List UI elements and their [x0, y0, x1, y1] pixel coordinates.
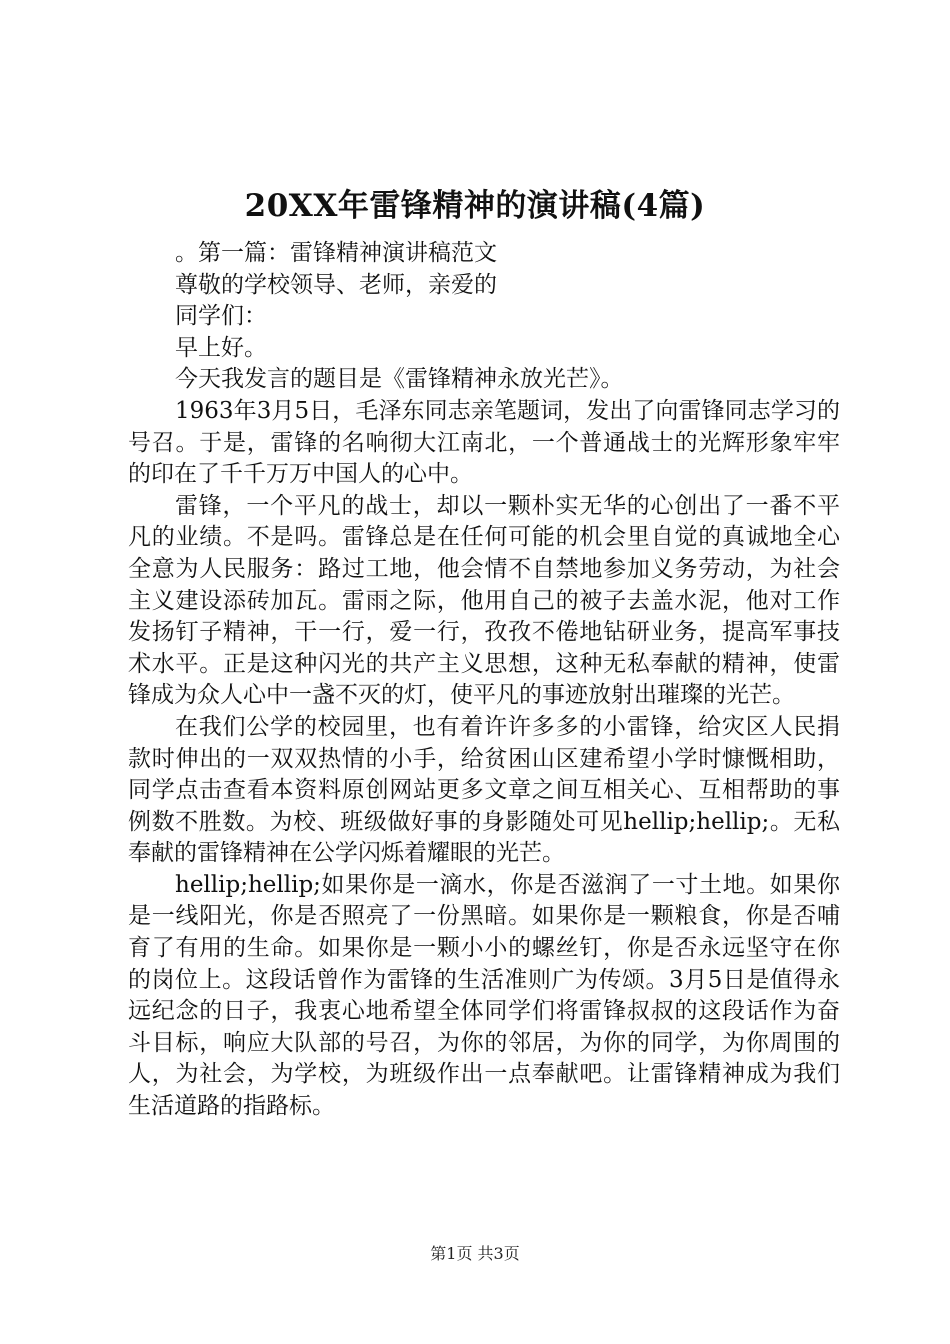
paragraph-section-heading: 。第一篇：雷锋精神演讲稿范文	[175, 240, 497, 266]
document-title: 20XX年雷锋精神的演讲稿(4篇)	[244, 188, 706, 224]
page-footer: 第1页 共3页	[430, 1244, 520, 1263]
document-body	[128, 238, 840, 1123]
paragraph-call-to-action: hellip;hellip;如果你是一滴水，你是否滋润了一寸土地。如果你是一线阳光，你是否照亮了一份黑暗。如果你是一颗粮食，你是否哺育了有用的生命。如果你是一颗小小的螺丝钉，你是否永远坚守在你的岗位上。这段话曾作为雷锋的生活准则广为传颂。3月5日是值得永远纪念的日子，我衷心地希望全体同学们将雷锋叔叔的这段话作为奋斗目标，响应大队部的号召，为你的邻居，为你的同学，为你周围的人，为社会，为学校，为班级作出一点奉献吧。让雷锋精神成为我们生活道路的指路标。	[128, 871, 840, 1120]
paragraph-salutation: 尊敬的学校领导、老师，亲爱的	[175, 271, 497, 298]
paragraph-greeting: 早上好。	[175, 334, 267, 361]
paragraph-salutation-cont: 同学们：	[175, 303, 267, 330]
paragraph-history: 1963年3月5日，毛泽东同志亲笔题词，发出了向雷锋同志学习的号召。于是，雷锋的名响彻大江南北，一个普通战士的光辉形象牢牢的印在了千千万万中国人的心中。	[128, 397, 840, 488]
paragraph-school: 在我们公学的校园里，也有着许许多多的小雷锋，给灾区人民捐款时伸出的一双双热情的小手，给贫困山区建希望小学时慷慨相助，同学点击查看本资料原创网站更多文章之间互相关心、互相帮助的事例数不胜数。为校、班级做好事的身影随处可见hellip;hellip;。无私奉献的雷锋精神在公学闪烁着耀眼的光芒。	[128, 713, 840, 867]
paragraph-deeds: 雷锋，一个平凡的战士，却以一颗朴实无华的心创出了一番不平凡的业绩。不是吗。雷锋总是在任何可能的机会里自觉的真诚地全心全意为人民服务：路过工地，他会情不自禁地参加义务劳动，为社会主义建设添砖加瓦。雷雨之际，他用自己的被子去盖水泥，他对工作发扬钉子精神，干一行，爱一行，孜孜不倦地钻研业务，提高军事技术水平。正是这种闪光的共产主义思想，这种无私奉献的精神，使雷锋成为众人心中一盏不灭的灯，使平凡的事迹放射出璀璨的光芒。	[128, 492, 840, 709]
paragraph-topic: 今天我发言的题目是《雷锋精神永放光芒》。	[175, 366, 624, 393]
